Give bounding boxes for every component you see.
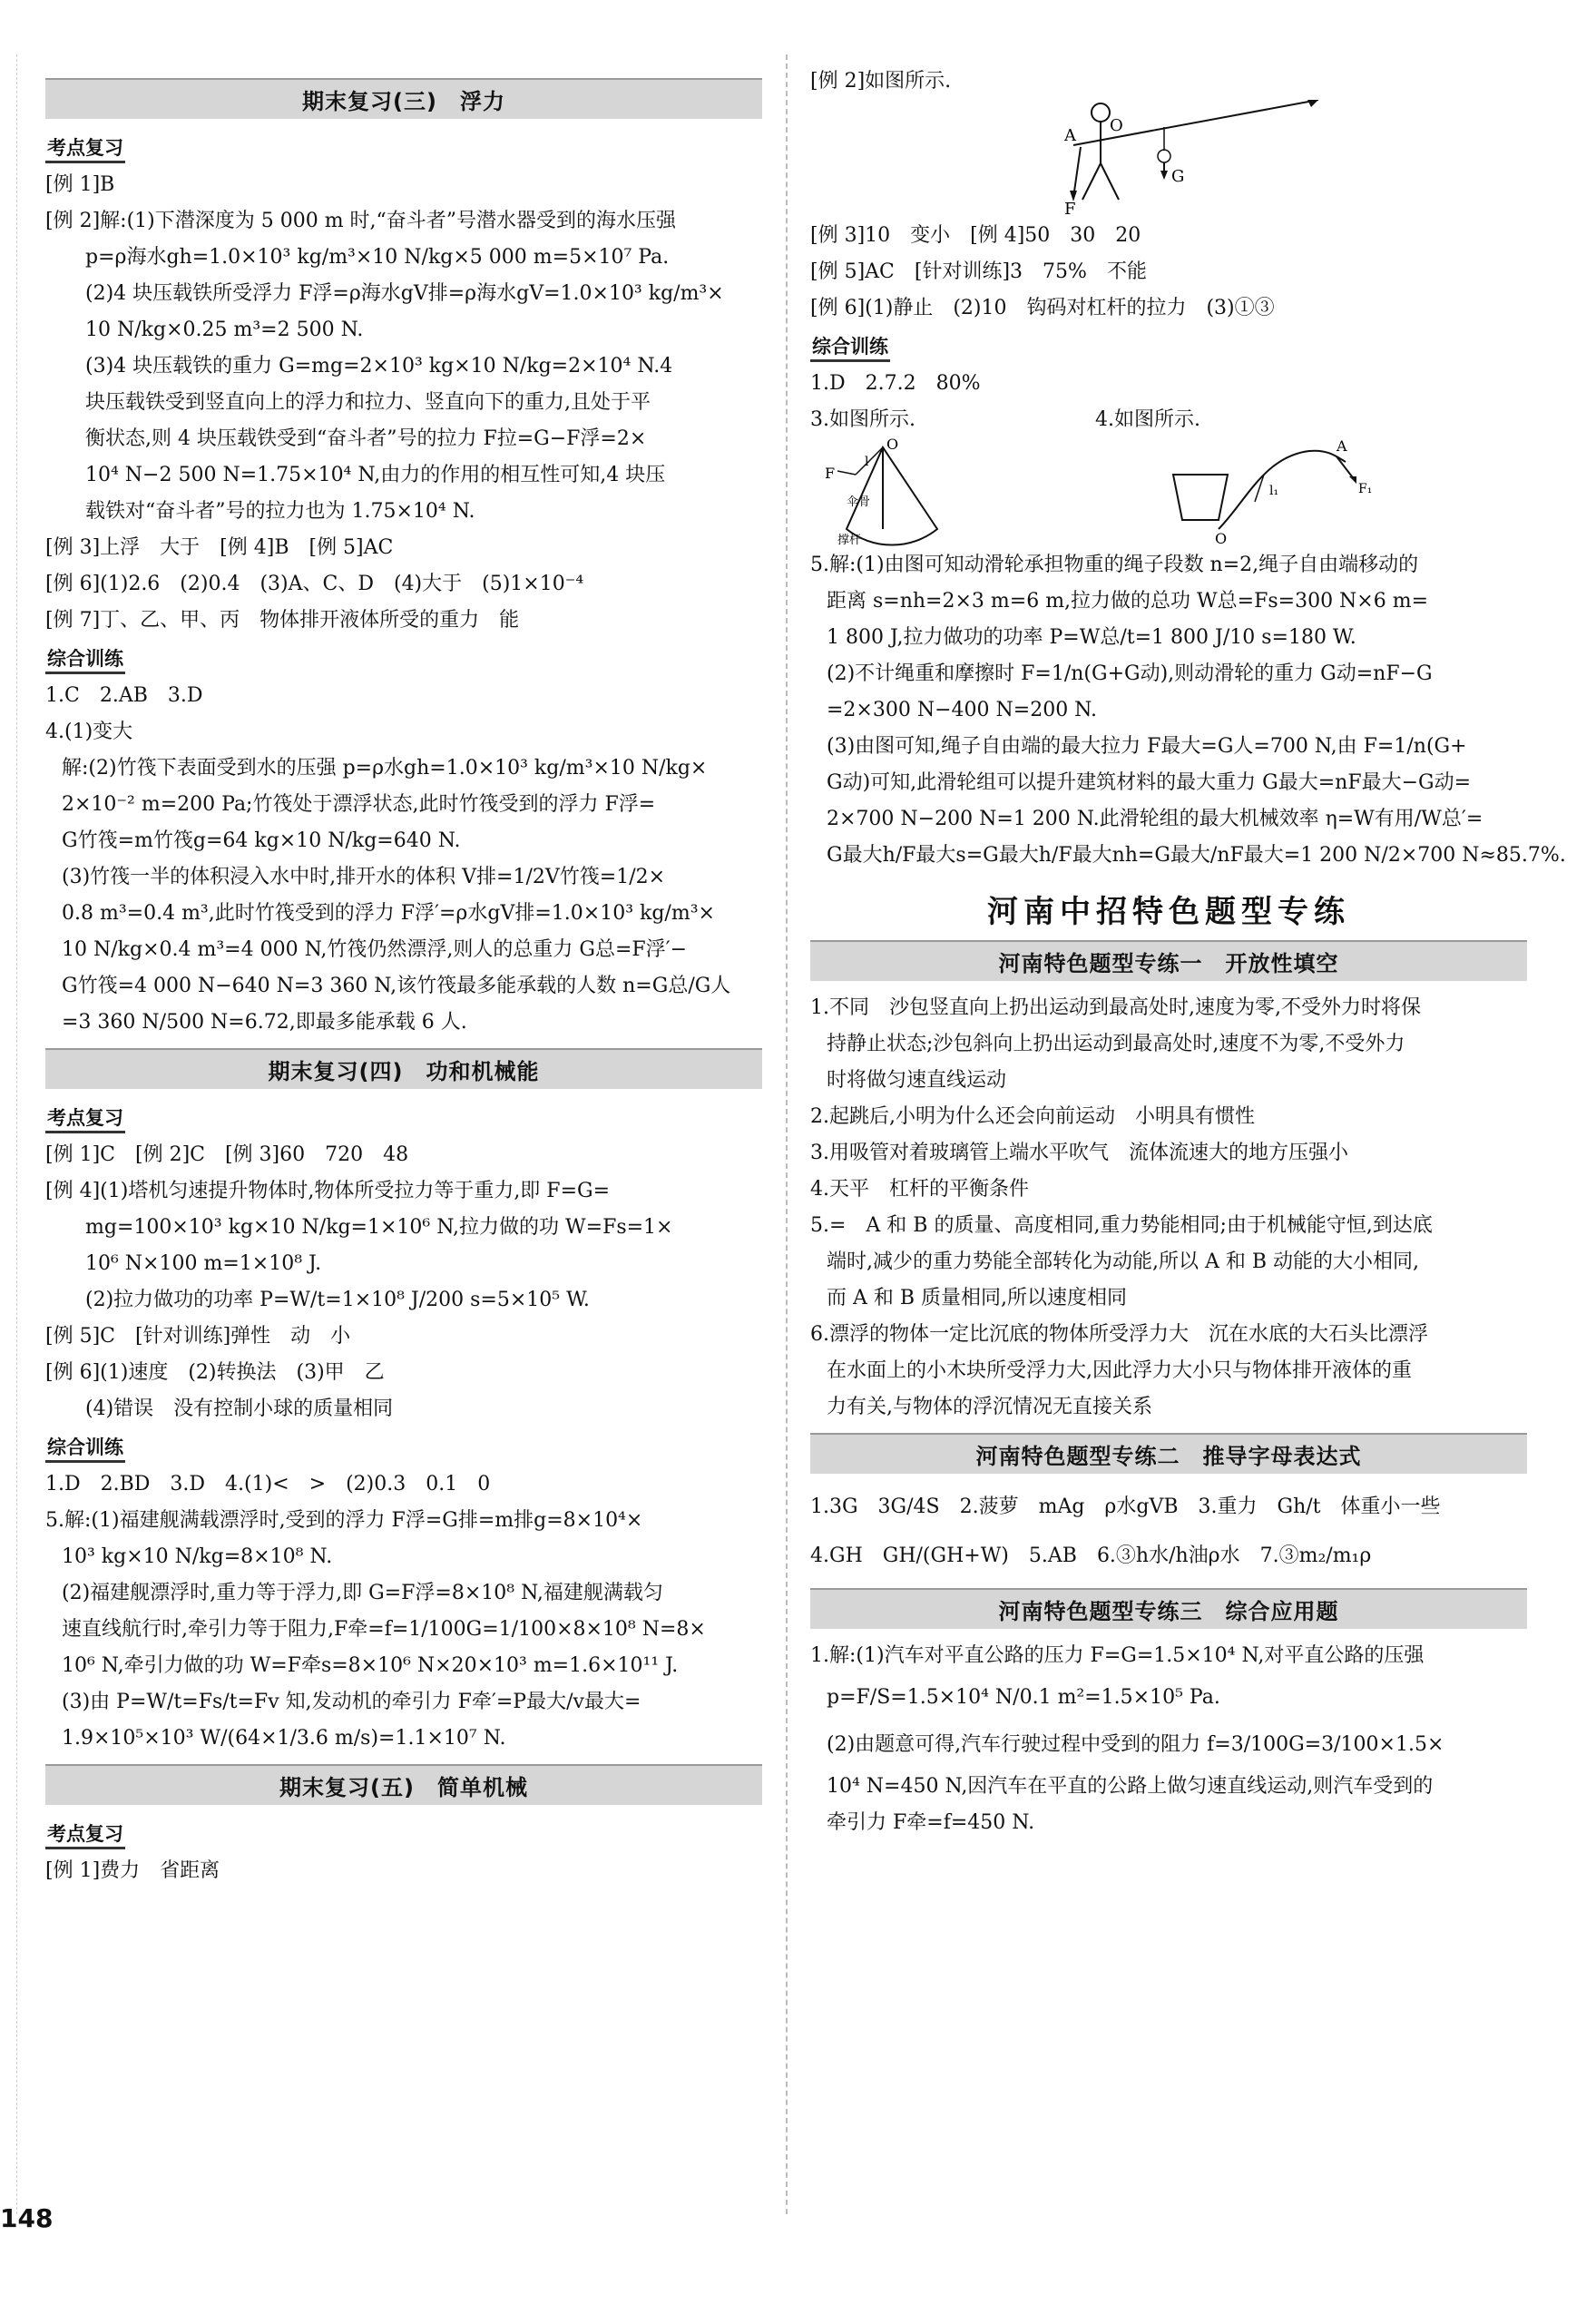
answer-line: 1.D 2.BD 3.D 4.(1)< > (2)0.3 0.1 0 (45, 1473, 491, 1495)
answer-line: [例 3]10 变小 [例 4]50 30 20 (810, 224, 1141, 247)
answer-line: =2×300 N−400 N=200 N. (827, 699, 1098, 721)
fig-label-g: G (1171, 167, 1185, 186)
practice-title-3: 河南特色题型专练三 综合应用题 (810, 1588, 1527, 1629)
answer-line: 3.用吸管对着玻璃管上端水平吹气 流体流速大的地方压强小 (810, 1142, 1348, 1164)
answer-line: 速直线航行时,牵引力等于阻力,F牵=f=1/100G=1/100×8×10⁸ N=8× (62, 1618, 706, 1641)
fig-label-f1: F₁ (1358, 482, 1373, 496)
answer-line: [例 4](1)塔机匀速提升物体时,物体所受拉力等于重力,即 F=G= (45, 1180, 611, 1202)
answer-line: 1.C 2.AB 3.D (45, 684, 203, 707)
right-column (810, 64, 1566, 1841)
answer-line: 1 800 J,拉力做功的功率 P=W总/t=1 800 J/10 s=180 W. (827, 626, 1356, 649)
lever-person-figure (810, 100, 1527, 218)
answer-line: (3)4 块压载铁的重力 G=mg=2×10³ kg×10 N/kg=2×10⁴ N.4 (85, 355, 673, 378)
answer-line: 5.解:(1)由图可知动滑轮承担物重的绳子段数 n=2,绳子自由端移动的 (810, 554, 1419, 576)
answer-line: (3)竹筏一半的体积浸入水中时,排开水的体积 V排=1/2V竹筏=1/2× (62, 866, 666, 888)
answer-line: 6.漂浮的物体一定比沉底的物体所受浮力大 沉在水底的大石头比漂浮 (810, 1323, 1428, 1346)
crane-lever-diagram (1164, 438, 1400, 547)
page-edge (16, 54, 17, 2214)
practice-1-answers (810, 990, 1527, 1426)
answer-line: 在水面上的小木块所受浮力大,因此浮力大小只与物体排开液体的重 (827, 1359, 1412, 1382)
answer-line: G最大h/F最大s=G最大h/F最大nh=G最大/nF最大=1 200 N/2×700 N≈85.7%. (827, 844, 1566, 867)
answer-line: (2)4 块压载铁所受浮力 F浮=ρ海水gV排=ρ海水gV=1.0×10³ kg/m³× (85, 282, 724, 305)
answer-line: 牵引力 F牵=f=450 N. (827, 1811, 1035, 1834)
answer-line: [例 6](1)静止 (2)10 钩码对杠杆的拉力 (3)①③ (810, 297, 1275, 319)
page-number: 148 (0, 2203, 54, 2233)
lever-person-diagram (1064, 100, 1427, 218)
answer-line: 解:(2)竹筏下表面受到水的压强 p=ρ水gh=1.0×10³ kg/m³×10 N/kg× (62, 757, 708, 780)
answer-line: 时将做匀速直线运动 (827, 1069, 1007, 1092)
answer-line: [例 6](1)速度 (2)转换法 (3)甲 乙 (45, 1361, 385, 1384)
special-practice-title: 河南中招特色题型专练 (987, 894, 1350, 930)
practice-title-2: 河南特色题型专练二 推导字母表达式 (810, 1433, 1527, 1474)
answer-line: (4)错误 没有控制小球的质量相同 (85, 1397, 394, 1420)
subheading-kaodian: 考点复习 (45, 133, 125, 163)
column-divider (786, 54, 788, 2214)
answer-line: 10⁴ N=450 N,因汽车在平直的公路上做匀速直线运动,则汽车受到的 (827, 1775, 1434, 1798)
two-lever-figures (810, 438, 1527, 547)
answer-line: 1.不同 沙包竖直向上扔出运动到最高处时,速度为零,不受外力时将保 (810, 996, 1421, 1019)
answer-line: 4.GH GH/(GH+W) 5.AB 6.③h水/h油ρ水 7.③m₂/m₁ρ (810, 1544, 1372, 1567)
answer-line: 10 N/kg×0.25 m³=2 500 N. (85, 319, 364, 341)
fig-label-f: F (1064, 200, 1076, 218)
answer-line: 2×10⁻² m=200 Pa;竹筏处于漂浮状态,此时竹筏受到的浮力 F浮= (62, 793, 656, 816)
answer-line: G竹筏=4 000 N−640 N=3 360 N,该竹筏最多能承载的人数 n=G总/G人 (62, 975, 731, 997)
answer-line: (2)拉力做功的功率 P=W/t=1×10⁸ J/200 s=5×10⁵ W. (85, 1289, 590, 1311)
fig-label-brace: 撑杆 (837, 534, 862, 547)
answer-line: [例 3]上浮 大于 [例 4]B [例 5]AC (45, 536, 394, 559)
sec4-answers (45, 1137, 762, 1427)
answer-line: G竹筏=m竹筏g=64 kg×10 N/kg=640 N. (62, 829, 461, 852)
sec4-training (45, 1466, 762, 1757)
answer-line: [例 1]B (45, 173, 115, 196)
answer-line: 2×700 N−200 N=1 200 N.此滑轮组的最大机械效率 η=W有用/W总′= (827, 808, 1483, 830)
answer-line: 1.解:(1)汽车对平直公路的压力 F=G=1.5×10⁴ N,对平直公路的压强 (810, 1644, 1425, 1667)
practice-2-answers (810, 1483, 1527, 1581)
answer-line: 端时,减少的重力势能全部转化为动能,所以 A 和 B 动能的大小相同, (827, 1250, 1420, 1273)
answer-line: [例 6](1)2.6 (2)0.4 (3)A、C、D (4)大于 (5)1×10⁻⁴ (45, 573, 584, 595)
answer-line: mg=100×10³ kg×10 N/kg=1×10⁶ N,拉力做的功 W=Fs=1× (85, 1216, 673, 1239)
sec3-training (45, 678, 762, 1041)
answer-line: 1.D 2.7.2 80% (810, 372, 981, 395)
subheading-kaodian: 考点复习 (45, 1103, 125, 1133)
answer-line: 距离 s=nh=2×3 m=6 m,拉力做的总功 W总=Fs=300 N×6 m= (827, 590, 1429, 613)
answer-line: 10 N/kg×0.4 m³=4 000 N,竹筏仍然漂浮,则人的总重力 G总=F浮′− (62, 938, 688, 961)
fig-label-o: O (1215, 530, 1228, 547)
answer-line: 1.3G 3G/4S 2.菠萝 mAg ρ水gVB 3.重力 Gh/t 体重小一些 (810, 1495, 1441, 1518)
answer-line: 1.9×10⁵×10³ W/(64×1/3.6 m/s)=1.1×10⁷ N. (62, 1727, 506, 1750)
answer-line: 5.= A 和 B 的质量、高度相同,重力势能相同;由于机械能守恒,到达底 (810, 1214, 1433, 1237)
sec3-answers (45, 167, 762, 639)
subheading-zonghe: 综合训练 (810, 332, 890, 362)
answer-line: =3 360 N/500 N=6.72,即最多能承载 6 人. (62, 1011, 467, 1034)
answer-line: [例 7]丁、乙、甲、丙 物体排开液体所受的重力 能 (45, 609, 520, 632)
answer-line: 2.起跳后,小明为什么还会向前运动 小明具有惯性 (810, 1105, 1255, 1128)
fig-label-a: A (1337, 438, 1347, 455)
answer-line: (2)不计绳重和摩擦时 F=1/n(G+G动),则动滑轮的重力 G动=nF−G (827, 662, 1433, 685)
fig-label-a: A (1064, 126, 1076, 145)
fig-label-f: F (825, 465, 836, 482)
umbrella-lever-diagram (819, 438, 974, 547)
subheading-zonghe: 综合训练 (45, 644, 125, 674)
answer-line: (2)福建舰漂浮时,重力等于浮力,即 G=F浮=8×10⁸ N,福建舰满载匀 (62, 1582, 663, 1604)
fig-label-o: O (1110, 116, 1123, 135)
answer-line: 力有关,与物体的浮沉情况无直接关系 (827, 1396, 1152, 1418)
answer-line: 10⁴ N−2 500 N=1.75×10⁴ N,由力的作用的相互性可知,4 块压 (85, 464, 666, 486)
fig-label-l1: l₁ (1269, 484, 1279, 498)
practice-3-answers (810, 1638, 1527, 1841)
answer-line: 持静止状态;沙包斜向上扔出运动到最高处时,速度不为零,不受外力 (827, 1033, 1405, 1055)
subheading-zonghe: 综合训练 (45, 1433, 125, 1463)
subheading-kaodian: 考点复习 (45, 1819, 125, 1849)
answer-line: 5.解:(1)福建舰满载漂浮时,受到的浮力 F浮=G排=m排g=8×10⁴× (45, 1509, 643, 1532)
left-column (45, 71, 762, 1889)
answer-line: [例 2]解:(1)下潜深度为 5 000 m 时,“奋斗者”号潜水器受到的海水压强 (45, 210, 677, 232)
section-title-5: 期末复习(五) 简单机械 (45, 1764, 762, 1805)
section-title-3: 期末复习(三) 浮力 (45, 78, 762, 119)
q5-solution (810, 547, 1566, 874)
answer-line: 衡状态,则 4 块压载铁受到“奋斗者”号的拉力 F拉=G−F浮=2× (85, 427, 647, 450)
practice-title-1: 河南特色题型专练一 开放性填空 (810, 940, 1527, 981)
fig-label-umbrella-rib: 伞骨 (847, 495, 871, 509)
answer-line: 而 A 和 B 质量相同,所以速度相同 (827, 1287, 1128, 1309)
answer-line: p=F/S=1.5×10⁴ N/0.1 m²=1.5×10⁵ Pa. (827, 1686, 1220, 1709)
answer-line: 0.8 m³=0.4 m³,此时竹筏受到的浮力 F浮′=ρ水gV排=1.0×10³ kg/m³× (62, 902, 715, 925)
answer-line: G动)可知,此滑轮组可以提升建筑材料的最大重力 G最大=nF最大−G动= (827, 771, 1472, 794)
answer-line: 块压载铁受到竖直向上的浮力和拉力、竖直向下的重力,且处于平 (85, 391, 651, 414)
answer-line: 10⁶ N,牵引力做的功 W=F牵s=8×10⁶ N×20×10³ m=1.6×10¹¹ J. (62, 1654, 679, 1677)
section-title-4: 期末复习(四) 功和机械能 (45, 1048, 762, 1089)
answer-line: 4.天平 杠杆的平衡条件 (810, 1178, 1029, 1201)
answer-line: 10³ kg×10 N/kg=8×10⁸ N. (62, 1545, 333, 1568)
answer-line: [例 2]如图所示. (810, 70, 952, 93)
answer-line: (2)由题意可得,汽车行驶过程中受到的阻力 f=3/100G=3/100×1.5× (827, 1733, 1444, 1756)
answer-line: [例 1]费力 省距离 (45, 1859, 220, 1882)
answer-line: [例 1]C [例 2]C [例 3]60 720 48 (45, 1143, 409, 1166)
answer-line: [例 5]C [针对训练]弹性 动 小 (45, 1325, 351, 1348)
answer-line: 3.如图所示. 4.如图所示. (810, 408, 1200, 431)
answer-line: (3)由图可知,绳子自由端的最大拉力 F最大=G人=700 N,由 F=1/n(G+ (827, 735, 1467, 758)
answer-line: [例 5]AC [针对训练]3 75% 不能 (810, 260, 1147, 283)
answer-line: (3)由 P=W/t=Fs/t=Fv 知,发动机的牵引力 F牵′=P最大/v最大= (62, 1691, 641, 1713)
answer-line: 10⁶ N×100 m=1×10⁸ J. (85, 1252, 322, 1275)
answer-line: 载铁对“奋斗者”号的拉力也为 1.75×10⁴ N. (85, 500, 475, 523)
answer-line: 4.(1)变大 (45, 721, 133, 743)
fig-label-l: l (865, 455, 869, 469)
fig-label-o: O (886, 438, 899, 453)
answer-line: p=ρ海水gh=1.0×10³ kg/m³×10 N/kg×5 000 m=5×10⁷ Pa. (85, 246, 670, 269)
